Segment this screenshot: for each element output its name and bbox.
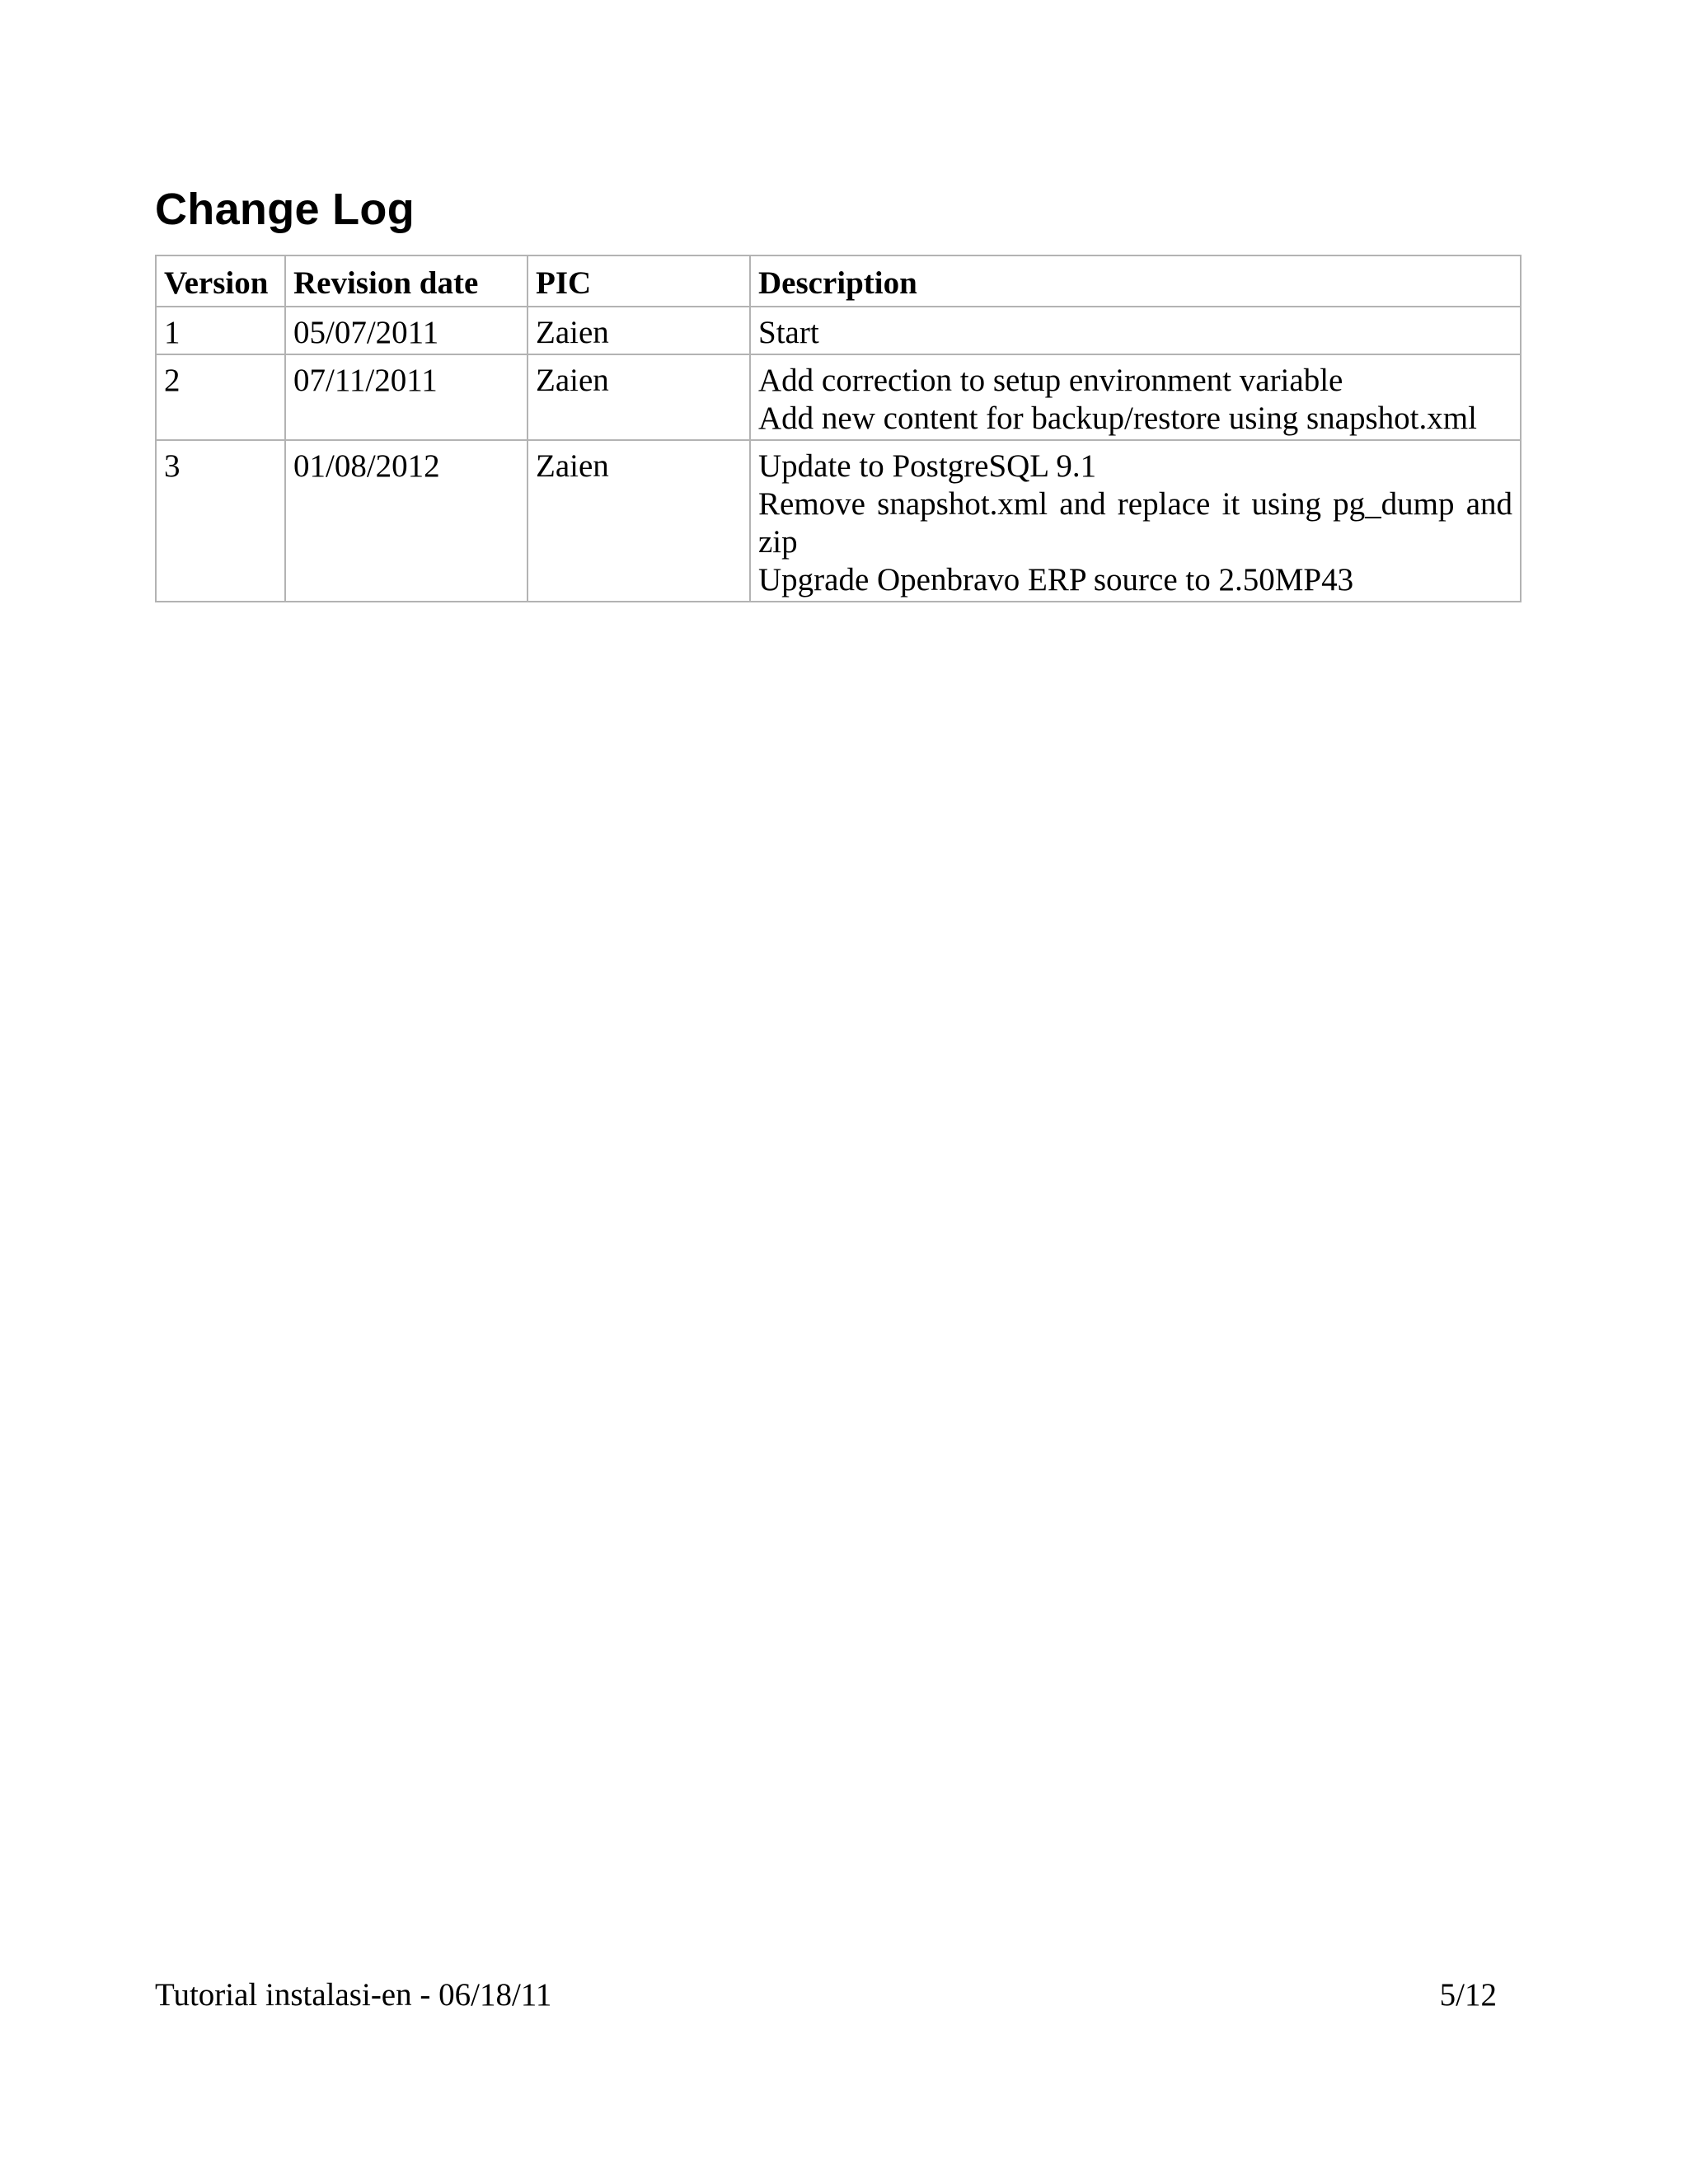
revision-date-cell: 05/07/2011 xyxy=(285,307,528,354)
pic-cell: Zaien xyxy=(528,354,750,440)
table-header-row xyxy=(156,255,1521,307)
column-header-pic: PIC xyxy=(528,255,750,307)
table-row xyxy=(156,440,1521,602)
page-title: Change Log xyxy=(155,185,415,234)
description-cell xyxy=(750,354,1521,440)
description-line: Update to PostgreSQL 9.1 xyxy=(758,448,1097,484)
footer-page-number: 5/12 xyxy=(1439,1977,1497,2013)
version-cell: 1 xyxy=(156,307,285,354)
table-row xyxy=(156,354,1521,440)
column-header-version: Version xyxy=(156,255,285,307)
description-cell xyxy=(750,440,1521,602)
revision-date-cell: 07/11/2011 xyxy=(285,354,528,440)
description-line: Remove snapshot.xml and replace it using pg_dump and zip xyxy=(758,486,1512,560)
footer-document-title: Tutorial instalasi-en - 06/18/11 xyxy=(155,1977,552,2013)
description-line: Start xyxy=(758,315,819,350)
table-row xyxy=(156,307,1521,354)
column-header-description: Description xyxy=(750,255,1521,307)
version-cell: 3 xyxy=(156,440,285,602)
column-header-revision-date: Revision date xyxy=(285,255,528,307)
change-log-table xyxy=(155,255,1522,602)
pic-cell: Zaien xyxy=(528,440,750,602)
description-line: Add new content for backup/restore using snapshot.xml xyxy=(758,401,1477,436)
version-cell: 2 xyxy=(156,354,285,440)
description-line: Add correction to setup environment variable xyxy=(758,363,1343,398)
description-cell xyxy=(750,307,1521,354)
description-line: Upgrade Openbravo ERP source to 2.50MP43 xyxy=(758,562,1354,598)
pic-cell: Zaien xyxy=(528,307,750,354)
revision-date-cell: 01/08/2012 xyxy=(285,440,528,602)
